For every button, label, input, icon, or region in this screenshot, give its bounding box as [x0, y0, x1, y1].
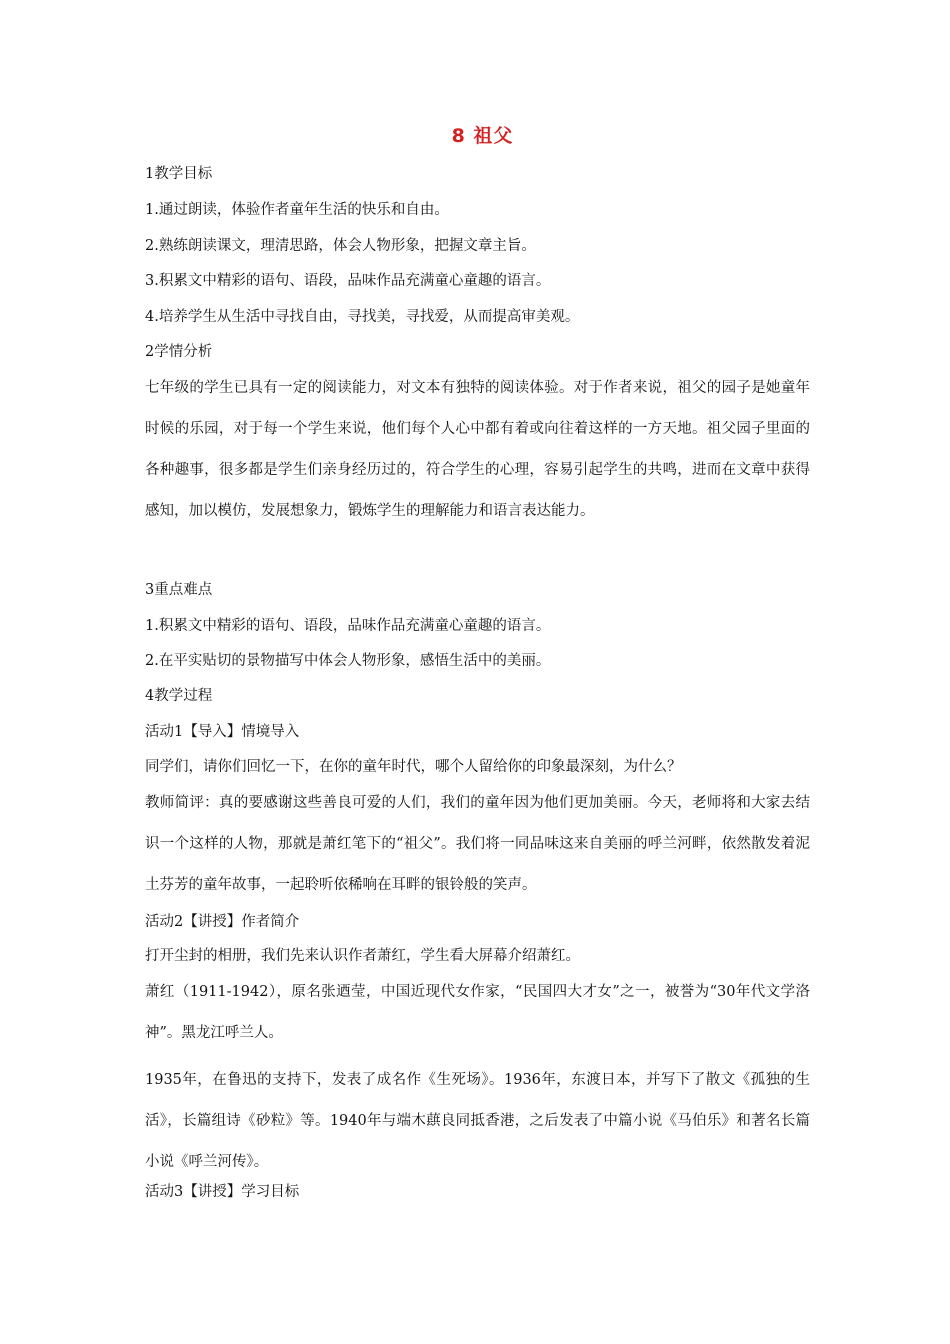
goal-item: 1.通过朗读，体验作者童年生活的快乐和自由。	[145, 202, 449, 218]
activity-heading: 活动1【导入】情境导入	[145, 724, 300, 740]
key-point-item: 2.在平实贴切的景物描写中体会人物形象，感悟生活中的美丽。	[145, 653, 551, 669]
author-bio-paragraph: 萧红（1911-1942），原名张迺莹，中国近现代女作家，“民国四大才女”之一，被誉为“30年代文学洛神”。黑龙江呼兰人。	[145, 984, 810, 1041]
analysis-paragraph: 七年级的学生已具有一定的阅读能力，对文本有独特的阅读体验。对于作者来说，祖父的园子是她童年时候的乐园，对于每一个学生来说，他们每个人心中都有着或向往着这样的一方天地。祖父园子里面的各种趣事，很多都是学生们亲身经历过的，符合学生的心理，容易引起学生的共鸣，进而在文章中获得感知，加以模仿，发展想象力，锻炼学生的理解能力和语言表达能力。	[145, 380, 810, 519]
teacher-comment-paragraph: 教师简评：真的要感谢这些善良可爱的人们，我们的童年因为他们更加美丽。今天，老师将和大家去结识一个这样的人物，那就是萧红笔下的“祖父”。我们将一同品味这来自美丽的呼兰河畔，依然散发着泥土芬芳的童年故事，一起聆听依稀响在耳畔的银铃般的笑声。	[145, 795, 810, 893]
author-works-paragraph: 1935年，在鲁迅的支持下，发表了成名作《生死场》。1936年，东渡日本，并写下了散文《孤独的生活》，长篇组诗《砂粒》等。1940年与端木蕻良同抵香港，之后发表了中篇小说《马伯乐》和著名长篇小说《呼兰河传》。	[145, 1072, 810, 1170]
goal-item: 3.积累文中精彩的语句、语段，品味作品充满童心童趣的语言。	[145, 273, 551, 289]
goal-item: 2.熟练朗读课文，理清思路，体会人物形象，把握文章主旨。	[145, 238, 536, 254]
key-point-item: 1.积累文中精彩的语句、语段，品味作品充满童心童趣的语言。	[145, 618, 551, 634]
goal-item: 4.培养学生从生活中寻找自由，寻找美，寻找爱，从而提高审美观。	[145, 309, 580, 325]
section-heading-analysis: 2学情分析	[145, 344, 213, 360]
author-intro-text: 打开尘封的相册，我们先来认识作者萧红，学生看大屏幕介绍萧红。	[145, 948, 580, 964]
activity-heading: 活动2【讲授】作者简介	[145, 914, 300, 930]
section-heading-goals: 1教学目标	[145, 166, 213, 182]
section-heading-process: 4教学过程	[145, 688, 213, 704]
page-title: 8 祖父	[451, 125, 514, 147]
activity-question: 同学们，请你们回忆一下，在你的童年时代，哪个人留给你的印象最深刻，为什么？	[145, 759, 682, 775]
activity-heading: 活动3【讲授】学习目标	[145, 1184, 300, 1200]
section-heading-key-points: 3重点难点	[145, 582, 213, 598]
